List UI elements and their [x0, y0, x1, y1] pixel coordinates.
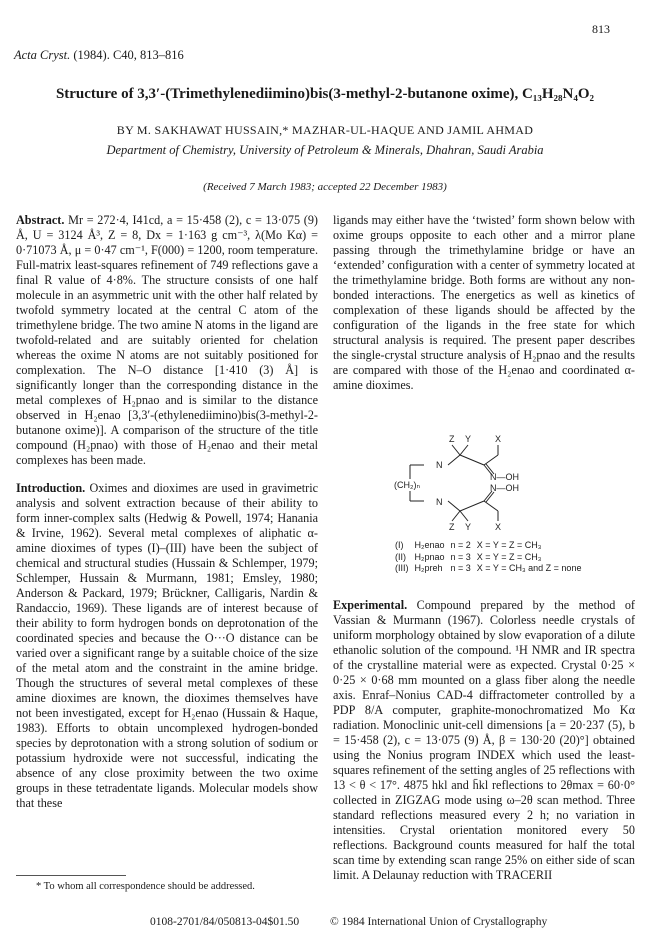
- article-code: 0108-2701/84/050813-04$01.50: [150, 916, 300, 928]
- label-x-bottom: X: [495, 522, 502, 532]
- label-y-bottom: Y: [465, 522, 472, 532]
- journal-reference: [14, 48, 184, 63]
- right-column-text: [333, 213, 635, 393]
- received-dates: (Received 7 March 1983; accepted 22 December 1983): [203, 181, 447, 193]
- legend-substituents: X = Y = Z = CH₃: [476, 551, 542, 562]
- legend-n: n = 3: [450, 563, 471, 573]
- compound-legend: [395, 540, 635, 575]
- abstract-text: Mr = 272·4, I41cd, a = 15·458 (2), c = 13·075 (9) Å, U = 3124 Å³, Z = 8, Dx = 1·163 g cm⁻³, λ(Mo Kα) = 0·71073 Å, μ = 0·47 cm⁻¹, F(000) = 1200, room temperature. Full-matrix least-squares refinement of 749 reflections gave a final R value of 4·8%. The structure consists of one half molecule in an asymmetric unit with the other half related by twofold symmetry located at the central C atom of the trimethylene bridge. The two amine N atoms in the ligand are twofold-related and are suitably oriented for chelation whereas the oxime N atoms are not suitably positioned for complexation. The N–O distance [1·410 (3) Å] is significantly longer than the corresponding distance in the metal complexes of H₂pnao and is similar to the distance observed in H₂enao [3,3′-(ethylenediimino)bis(3-methyl-2-butanone oxime)]. A comparison of the structure of the title compound (H₂pnao) with those of H₂enao and their metal complexes has been made.: [16, 213, 318, 467]
- author-list: BY M. SAKHAWAT HUSSAIN,* MAZHAR-UL-HAQUE AND JAMIL AHMAD: [116, 123, 534, 137]
- legend-row: [395, 552, 587, 564]
- legend-substituents: X = Y = CH₃ and Z = none: [476, 563, 582, 573]
- legend-n: n = 3: [450, 551, 471, 562]
- page-number: 813: [592, 22, 610, 36]
- introduction-heading: Introduction.: [16, 481, 86, 495]
- introduction-paragraph: [16, 481, 318, 811]
- legend-num: (I): [395, 540, 404, 550]
- legend-num: (III): [395, 563, 409, 573]
- label-oxime-top: N—OH: [490, 472, 519, 482]
- legend-name: H₂preh: [414, 563, 443, 573]
- legend-row: [395, 540, 587, 552]
- footnote: * To whom all correspondence should be addressed.: [36, 881, 255, 892]
- label-y-top: Y: [465, 434, 472, 444]
- legend-row: [395, 563, 587, 575]
- continued-paragraph: ligands may either have the ‘twisted’ form shown below with oxime groups opposite to each other and a mirror plane passing through the trimethylamine bridge or have an ‘extended’ configuration with a center of symmetry located at the trimethylamine bridge. Both forms are without any non-bonded interactions. The energetics as well as kinetics of complexation of these ligands should be affected by the configuration of the ligands in the free state for which structural analysis is required. The present paper describes the single-crystal structure analysis of H₂pnao and the results are compared with those of the H₂enao and coordinated α-amine dioximes.: [333, 213, 635, 392]
- experimental-section: [333, 598, 635, 883]
- legend-name: H₂pnao: [414, 551, 445, 562]
- journal-volume: (1984). C40, 813–816: [73, 48, 184, 62]
- footnote-divider: [16, 875, 126, 876]
- abstract-paragraph: [16, 213, 318, 468]
- copyright: © 1984 International Union of Crystallography: [330, 916, 548, 928]
- label-amine-n-top: N: [436, 460, 443, 470]
- label-z-top: Z: [449, 434, 455, 444]
- left-column: [16, 213, 318, 811]
- affiliation: Department of Chemistry, University of Petroleum & Minerals, Dhahran, Saudi Arabia: [106, 143, 544, 157]
- article-title: Structure of 3,3′-(Trimethylenediimino)bis(3-methyl-2-butanone oxime), C₁₃H₂₈N₄O₂: [55, 86, 595, 102]
- journal-name: Acta Cryst.: [14, 48, 71, 62]
- abstract-heading: Abstract.: [16, 213, 65, 227]
- introduction-text: Oximes and dioximes are used in gravimetric analysis and solvent extraction because of their ability to form inner-complex salts (Hedwig & Powell, 1974; Hanania & Irvine, 1962). Several metal complexes of aliphatic α-amine dioximes of types (I)–(III) have been the subject of chemical and structural studies (Hussain & Schlemper, 1979; Schlemper, Hussain & Murmann, 1981; Emsley, 1980; Anderson & Packard, 1979; Brückner, Calligaris, Nardin & Randaccio, 1969). These ligands are of interest because of their ability to form hydrogen bonds on deprotonation of the coordinated species and because the O···O distance can be varied over a significant range by a suitable choice of the size of the metal atom and the constraint in the amine bridge. Though the structures of several metal complexes of these amine dioximes are known, the dioximes themselves have not been investigated, except for H₂enao (Hussain & Haque, 1983). Efforts to obtain uncomplexed hydrogen-bonded species by deprotonation with a strong solution of sodium or potassium hydroxide were not successful, indicating the absence of any close proximity between the two oxime groups in these tetradentate ligands. Molecular models show that these: [16, 481, 318, 810]
- legend-n: n = 2: [450, 540, 471, 550]
- label-z-bottom: Z: [449, 522, 455, 532]
- label-amine-n-bottom: N: [436, 497, 443, 507]
- experimental-text: Compound prepared by the method of Vassian & Murmann (1967). Colorless needle crystals of uniform morphology obtained by slow evaporation of a dilute ethanolic solution of the compound. ¹H NMR and IR spectra of the crystalline material were as expected. Crystal 0·25 × 0·25 × 0·68 mm mounted on a glass fiber along the needle axis. Enraf–Nonius CAD-4 diffractometer controlled by a PDP 8/A computer, graphite-monochromatized Mo Kα radiation. Monoclinic unit-cell dimensions [a = 20·237 (5), b = 15·458 (2), c = 13·075 (9) Å, β = 130·20 (20)°] obtained using the Nonius program INDEX which used the least-squares refinement of the setting angles of 25 reflections with 13 < θ < 17°. 4875 hkl and h̄kl reflections to 2θmax = 60·0° collected in ZIGZAG mode using ω–2θ scan method. Three standard reflections measured every 2 h; no variation in intensities. Crystal orientation monitored every 50 reflections. Background counts measured for half the total scan time by extending scan range 25% on either side of scan limit. A Delaunay reduction with TRACERII: [333, 598, 635, 882]
- label-x-top: X: [495, 434, 502, 444]
- label-oxime-bottom: N—OH: [490, 483, 519, 493]
- legend-substituents: X = Y = Z = CH₃: [476, 540, 542, 550]
- experimental-paragraph: [333, 598, 635, 883]
- legend-name: H₂enao: [414, 540, 445, 550]
- label-ch2-bridge: (CH₂)ₙ: [394, 480, 421, 490]
- legend-num: (II): [395, 551, 406, 562]
- experimental-heading: Experimental.: [333, 598, 408, 612]
- chemical-structure-diagram: [380, 431, 600, 532]
